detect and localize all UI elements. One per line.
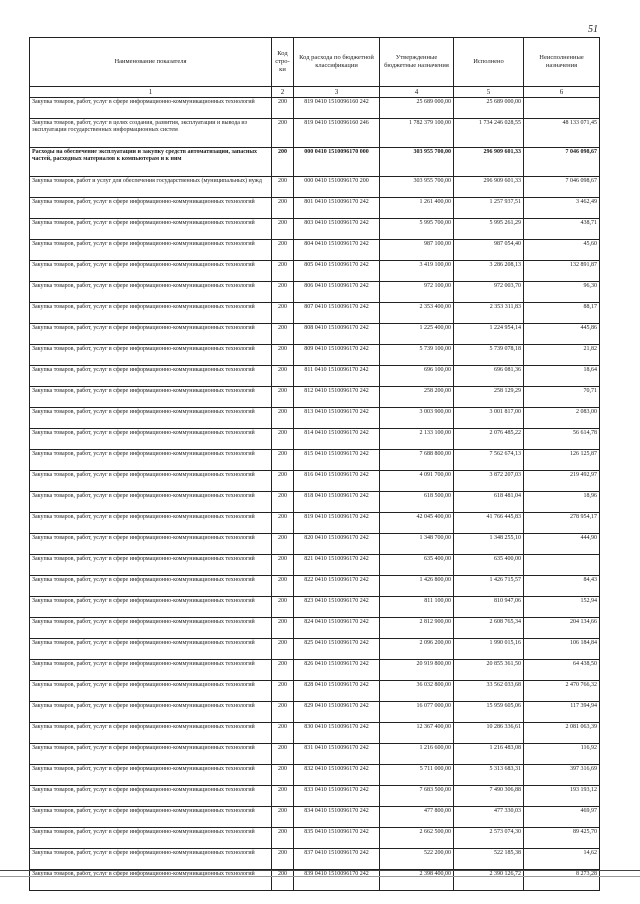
row-approved-cell: 1 348 700,00: [380, 534, 454, 555]
row-approved-cell: 2 662 500,00: [380, 828, 454, 849]
row-code-cell: 200: [272, 534, 294, 555]
row-unexecuted-cell: 2 470 766,32: [524, 681, 600, 702]
row-code-cell: 200: [272, 849, 294, 870]
row-approved-cell: 5 995 700,00: [380, 219, 454, 240]
row-kbk-cell: 807 0410 1510096170 242: [294, 303, 380, 324]
table-row: [30, 119, 600, 148]
table-row: [30, 534, 600, 555]
row-executed-cell: 7 490 306,88: [454, 786, 524, 807]
row-unexecuted-cell: 116,92: [524, 744, 600, 765]
table-row: [30, 408, 600, 429]
row-name-cell: Расходы на обеспечение эксплуатации и закупку средств автоматизации, запасных частей, расходных материалов к компьютерам и к ним: [30, 148, 272, 177]
table-row: [30, 148, 600, 177]
row-code-cell: 200: [272, 471, 294, 492]
row-executed-cell: 696 081,36: [454, 366, 524, 387]
row-unexecuted-cell: 64 438,50: [524, 660, 600, 681]
row-kbk-cell: 819 0410 1510096170 242: [294, 513, 380, 534]
row-name-cell: Закупка товаров, работ, услуг в сфере информационно-коммуникационных технологий: [30, 786, 272, 807]
row-name-cell: Закупка товаров, работ, услуг в сфере информационно-коммуникационных технологий: [30, 219, 272, 240]
table-row: [30, 870, 600, 891]
row-name-cell: Закупка товаров, работ, услуг в сфере информационно-коммуникационных технологий: [30, 471, 272, 492]
row-approved-cell: 12 367 400,00: [380, 723, 454, 744]
row-approved-cell: 1 261 400,00: [380, 198, 454, 219]
row-approved-cell: 2 133 100,00: [380, 429, 454, 450]
row-unexecuted-cell: 126 125,87: [524, 450, 600, 471]
row-code-cell: 200: [272, 828, 294, 849]
row-code-cell: 200: [272, 198, 294, 219]
row-kbk-cell: 811 0410 1510096170 242: [294, 366, 380, 387]
row-unexecuted-cell: 444,90: [524, 534, 600, 555]
row-approved-cell: 811 100,00: [380, 597, 454, 618]
row-unexecuted-cell: 89 425,70: [524, 828, 600, 849]
table-row: [30, 513, 600, 534]
row-executed-cell: 1 734 246 028,55: [454, 119, 524, 148]
table-row: [30, 240, 600, 261]
row-executed-cell: 1 990 015,16: [454, 639, 524, 660]
row-code-cell: 200: [272, 303, 294, 324]
row-executed-cell: 3 001 817,00: [454, 408, 524, 429]
row-code-cell: 200: [272, 177, 294, 198]
row-name-cell: Закупка товаров, работ, услуг в сфере информационно-коммуникационных технологий: [30, 429, 272, 450]
column-number: 6: [524, 87, 600, 98]
table-row: [30, 597, 600, 618]
row-kbk-cell: 830 0410 1510096170 242: [294, 723, 380, 744]
row-name-cell: Закупка товаров, работ, услуг в сфере информационно-коммуникационных технологий: [30, 618, 272, 639]
row-code-cell: 200: [272, 429, 294, 450]
row-code-cell: 200: [272, 148, 294, 177]
row-executed-cell: 2 390 126,72: [454, 870, 524, 891]
row-executed-cell: 2 076 485,22: [454, 429, 524, 450]
row-approved-cell: 36 032 800,00: [380, 681, 454, 702]
row-kbk-cell: 826 0410 1510096170 242: [294, 660, 380, 681]
row-kbk-cell: 805 0410 1510096170 242: [294, 261, 380, 282]
row-unexecuted-cell: 18,64: [524, 366, 600, 387]
row-code-cell: 200: [272, 576, 294, 597]
row-unexecuted-cell: [524, 98, 600, 119]
row-code-cell: 200: [272, 345, 294, 366]
row-approved-cell: 5 711 000,00: [380, 765, 454, 786]
row-kbk-cell: 804 0410 1510096170 242: [294, 240, 380, 261]
row-unexecuted-cell: 45,60: [524, 240, 600, 261]
row-approved-cell: 25 689 000,00: [380, 98, 454, 119]
row-executed-cell: 10 286 336,61: [454, 723, 524, 744]
row-executed-cell: 635 400,00: [454, 555, 524, 576]
row-approved-cell: 2 353 400,00: [380, 303, 454, 324]
table-row: [30, 324, 600, 345]
row-kbk-cell: 829 0410 1510096170 242: [294, 702, 380, 723]
header-executed: Исполнено: [454, 38, 524, 87]
row-kbk-cell: 839 0410 1510096170 242: [294, 870, 380, 891]
row-code-cell: 200: [272, 513, 294, 534]
row-kbk-cell: 818 0410 1510096170 242: [294, 492, 380, 513]
row-unexecuted-cell: 117 394,94: [524, 702, 600, 723]
page-number: 51: [588, 24, 598, 35]
row-executed-cell: 1 224 954,14: [454, 324, 524, 345]
row-approved-cell: 522 200,00: [380, 849, 454, 870]
row-code-cell: 200: [272, 282, 294, 303]
row-unexecuted-cell: 48 133 071,45: [524, 119, 600, 148]
row-name-cell: Закупка товаров, работ, услуг в сфере информационно-коммуникационных технологий: [30, 345, 272, 366]
table-body: [30, 98, 600, 891]
row-code-cell: 200: [272, 366, 294, 387]
row-kbk-cell: 819 0410 1510096160 246: [294, 119, 380, 148]
row-unexecuted-cell: 84,43: [524, 576, 600, 597]
row-approved-cell: 1 225 400,00: [380, 324, 454, 345]
table-row: [30, 387, 600, 408]
row-name-cell: Закупка товаров, работ, услуг в сфере информационно-коммуникационных технологий: [30, 198, 272, 219]
header-approved: Утвержденные бюджетные назначения: [380, 38, 454, 87]
row-kbk-cell: 824 0410 1510096170 242: [294, 618, 380, 639]
table-row: [30, 618, 600, 639]
row-executed-cell: 5 995 261,29: [454, 219, 524, 240]
row-unexecuted-cell: 8 273,28: [524, 870, 600, 891]
row-name-cell: Закупка товаров, работ, услуг в сфере информационно-коммуникационных технологий: [30, 450, 272, 471]
row-executed-cell: 1 257 937,51: [454, 198, 524, 219]
row-unexecuted-cell: 469,97: [524, 807, 600, 828]
row-unexecuted-cell: 438,71: [524, 219, 600, 240]
row-name-cell: Закупка товаров, работ, услуг в сфере информационно-коммуникационных технологий: [30, 240, 272, 261]
row-unexecuted-cell: 2 083,00: [524, 408, 600, 429]
row-executed-cell: 296 909 601,33: [454, 177, 524, 198]
row-kbk-cell: 831 0410 1510096170 242: [294, 744, 380, 765]
row-name-cell: Закупка товаров, работ, услуг в сфере информационно-коммуникационных технологий: [30, 597, 272, 618]
row-unexecuted-cell: 7 046 098,67: [524, 177, 600, 198]
table-row: [30, 681, 600, 702]
row-code-cell: 200: [272, 639, 294, 660]
row-kbk-cell: 819 0410 1510096160 242: [294, 98, 380, 119]
row-approved-cell: 696 100,00: [380, 366, 454, 387]
row-kbk-cell: 816 0410 1510096170 242: [294, 471, 380, 492]
row-kbk-cell: 834 0410 1510096170 242: [294, 807, 380, 828]
row-unexecuted-cell: [524, 555, 600, 576]
row-approved-cell: 972 100,00: [380, 282, 454, 303]
row-name-cell: Закупка товаров, работ, услуг в сфере информационно-коммуникационных технологий: [30, 744, 272, 765]
row-name-cell: Закупка товаров, работ, услуг в сфере информационно-коммуникационных технологий: [30, 534, 272, 555]
row-unexecuted-cell: 204 134,66: [524, 618, 600, 639]
header-kbk: Код расхода по бюджетной классификации: [294, 38, 380, 87]
table-row: [30, 303, 600, 324]
row-name-cell: Закупка товаров, работ, услуг в сфере информационно-коммуникационных технологий: [30, 639, 272, 660]
row-unexecuted-cell: 88,17: [524, 303, 600, 324]
row-executed-cell: 2 608 765,34: [454, 618, 524, 639]
table-row: [30, 702, 600, 723]
row-executed-cell: 5 739 078,18: [454, 345, 524, 366]
row-approved-cell: 7 688 800,00: [380, 450, 454, 471]
table-row: [30, 282, 600, 303]
row-code-cell: 200: [272, 119, 294, 148]
row-executed-cell: 810 947,06: [454, 597, 524, 618]
row-approved-cell: 16 077 000,00: [380, 702, 454, 723]
row-name-cell: Закупка товаров, работ, услуг в сфере информационно-коммуникационных технологий: [30, 660, 272, 681]
row-unexecuted-cell: 445,86: [524, 324, 600, 345]
table-row: [30, 786, 600, 807]
row-executed-cell: 7 562 674,13: [454, 450, 524, 471]
table-row: [30, 807, 600, 828]
row-code-cell: 200: [272, 807, 294, 828]
row-executed-cell: 33 562 033,68: [454, 681, 524, 702]
row-executed-cell: 477 330,03: [454, 807, 524, 828]
table-row: [30, 450, 600, 471]
row-executed-cell: 20 855 361,50: [454, 660, 524, 681]
row-kbk-cell: 000 0410 1510096170 000: [294, 148, 380, 177]
row-approved-cell: 3 419 100,00: [380, 261, 454, 282]
table-row: [30, 471, 600, 492]
row-executed-cell: 1 348 255,10: [454, 534, 524, 555]
row-name-cell: Закупка товаров, работ, услуг в сфере информационно-коммуникационных технологий: [30, 513, 272, 534]
row-name-cell: Закупка товаров, работ, услуг в сфере информационно-коммуникационных технологий: [30, 324, 272, 345]
row-code-cell: 200: [272, 786, 294, 807]
table-row: [30, 198, 600, 219]
row-unexecuted-cell: 7 046 098,67: [524, 148, 600, 177]
row-code-cell: 200: [272, 219, 294, 240]
row-kbk-cell: 823 0410 1510096170 242: [294, 597, 380, 618]
footer-divider: [0, 870, 640, 871]
row-unexecuted-cell: 96,30: [524, 282, 600, 303]
row-executed-cell: 2 353 311,83: [454, 303, 524, 324]
row-unexecuted-cell: 278 954,17: [524, 513, 600, 534]
table-row: [30, 219, 600, 240]
table-row: [30, 744, 600, 765]
row-approved-cell: 635 400,00: [380, 555, 454, 576]
row-approved-cell: 5 739 100,00: [380, 345, 454, 366]
row-code-cell: 200: [272, 765, 294, 786]
row-name-cell: Закупка товаров, работ, услуг в сфере информационно-коммуникационных технологий: [30, 282, 272, 303]
row-code-cell: 200: [272, 723, 294, 744]
row-kbk-cell: 808 0410 1510096170 242: [294, 324, 380, 345]
table-row: [30, 177, 600, 198]
row-kbk-cell: 820 0410 1510096170 242: [294, 534, 380, 555]
row-unexecuted-cell: 70,71: [524, 387, 600, 408]
row-executed-cell: 522 185,38: [454, 849, 524, 870]
column-number: 4: [380, 87, 454, 98]
row-executed-cell: 3 286 208,13: [454, 261, 524, 282]
row-kbk-cell: 825 0410 1510096170 242: [294, 639, 380, 660]
table-row: [30, 366, 600, 387]
header-code: Код стро-ки: [272, 38, 294, 87]
row-unexecuted-cell: 3 462,49: [524, 198, 600, 219]
row-executed-cell: 258 129,29: [454, 387, 524, 408]
row-executed-cell: 972 003,70: [454, 282, 524, 303]
column-number: 2: [272, 87, 294, 98]
row-approved-cell: 2 398 400,00: [380, 870, 454, 891]
row-executed-cell: 1 426 715,57: [454, 576, 524, 597]
row-code-cell: 200: [272, 98, 294, 119]
row-kbk-cell: 801 0410 1510096170 242: [294, 198, 380, 219]
row-code-cell: 200: [272, 660, 294, 681]
column-number: 1: [30, 87, 272, 98]
table-row: [30, 555, 600, 576]
row-kbk-cell: 837 0410 1510096170 242: [294, 849, 380, 870]
row-approved-cell: 42 045 400,00: [380, 513, 454, 534]
row-name-cell: Закупка товаров, работ, услуг в сфере информационно-коммуникационных технологий: [30, 261, 272, 282]
row-approved-cell: 303 955 700,00: [380, 177, 454, 198]
table-row: [30, 849, 600, 870]
row-name-cell: Закупка товаров, работ, услуг в сфере информационно-коммуникационных технологий: [30, 702, 272, 723]
row-code-cell: 200: [272, 618, 294, 639]
row-unexecuted-cell: 152,94: [524, 597, 600, 618]
row-unexecuted-cell: 14,62: [524, 849, 600, 870]
row-name-cell: Закупка товаров, работ, услуг в сфере информационно-коммуникационных технологий: [30, 870, 272, 891]
row-code-cell: 200: [272, 744, 294, 765]
row-kbk-cell: 822 0410 1510096170 242: [294, 576, 380, 597]
row-name-cell: Закупка товаров, работ, услуг в сфере информационно-коммуникационных технологий: [30, 98, 272, 119]
table-row: [30, 765, 600, 786]
table-row: [30, 492, 600, 513]
row-code-cell: 200: [272, 240, 294, 261]
row-approved-cell: 1 782 379 100,00: [380, 119, 454, 148]
row-name-cell: Закупка товаров, работ, услуг в сфере информационно-коммуникационных технологий: [30, 408, 272, 429]
row-approved-cell: 3 003 900,00: [380, 408, 454, 429]
row-name-cell: Закупка товаров, работ, услуг в сфере информационно-коммуникационных технологий: [30, 765, 272, 786]
row-code-cell: 200: [272, 450, 294, 471]
table-row: [30, 429, 600, 450]
row-kbk-cell: 835 0410 1510096170 242: [294, 828, 380, 849]
row-name-cell: Закупка товаров, работ, услуг в сфере информационно-коммуникационных технологий: [30, 681, 272, 702]
row-executed-cell: 2 573 074,30: [454, 828, 524, 849]
row-code-cell: 200: [272, 324, 294, 345]
row-code-cell: 200: [272, 681, 294, 702]
row-approved-cell: 2 812 900,00: [380, 618, 454, 639]
row-name-cell: Закупка товаров, работ, услуг в сфере информационно-коммуникационных технологий: [30, 303, 272, 324]
row-kbk-cell: 821 0410 1510096170 242: [294, 555, 380, 576]
row-name-cell: Закупка товаров, работ, услуг в сфере информационно-коммуникационных технологий: [30, 828, 272, 849]
row-kbk-cell: 803 0410 1510096170 242: [294, 219, 380, 240]
row-approved-cell: 258 200,00: [380, 387, 454, 408]
row-kbk-cell: 809 0410 1510096170 242: [294, 345, 380, 366]
row-code-cell: 200: [272, 492, 294, 513]
row-name-cell: Закупка товаров, работ и услуг для обеспечения государственных (муниципальных) нужд: [30, 177, 272, 198]
footer-divider: [0, 876, 640, 877]
row-kbk-cell: 833 0410 1510096170 242: [294, 786, 380, 807]
header-row: [30, 38, 600, 87]
row-name-cell: Закупка товаров, работ, услуг в сфере информационно-коммуникационных технологий: [30, 387, 272, 408]
row-code-cell: 200: [272, 387, 294, 408]
row-executed-cell: 296 909 601,33: [454, 148, 524, 177]
row-kbk-cell: 832 0410 1510096170 242: [294, 765, 380, 786]
row-name-cell: Закупка товаров, работ, услуг в сфере информационно-коммуникационных технологий: [30, 576, 272, 597]
table-row: [30, 828, 600, 849]
row-kbk-cell: 812 0410 1510096170 242: [294, 387, 380, 408]
table-row: [30, 660, 600, 681]
row-name-cell: Закупка товаров, работ, услуг в сфере информационно-коммуникационных технологий: [30, 366, 272, 387]
row-approved-cell: 987 100,00: [380, 240, 454, 261]
row-approved-cell: 1 426 800,00: [380, 576, 454, 597]
row-code-cell: 200: [272, 597, 294, 618]
row-executed-cell: 5 313 683,31: [454, 765, 524, 786]
row-executed-cell: 41 766 445,83: [454, 513, 524, 534]
row-unexecuted-cell: 397 316,69: [524, 765, 600, 786]
row-kbk-cell: 806 0410 1510096170 242: [294, 282, 380, 303]
row-kbk-cell: 000 0410 1510096170 200: [294, 177, 380, 198]
column-numbers-row: [30, 87, 600, 98]
column-number: 5: [454, 87, 524, 98]
row-name-cell: Закупка товаров, работ, услуг в сфере информационно-коммуникационных технологий: [30, 849, 272, 870]
table-row: [30, 639, 600, 660]
table-row: [30, 723, 600, 744]
row-kbk-cell: 814 0410 1510096170 242: [294, 429, 380, 450]
row-executed-cell: 3 872 207,03: [454, 471, 524, 492]
row-executed-cell: 987 054,40: [454, 240, 524, 261]
row-name-cell: Закупка товаров, работ, услуг в целях создания, развития, эксплуатации и вывода из эксплуатации государственных информационных систем: [30, 119, 272, 148]
table-row: [30, 576, 600, 597]
row-kbk-cell: 828 0410 1510096170 242: [294, 681, 380, 702]
table-row: [30, 345, 600, 366]
row-unexecuted-cell: 21,82: [524, 345, 600, 366]
row-code-cell: 200: [272, 261, 294, 282]
row-unexecuted-cell: 106 184,84: [524, 639, 600, 660]
row-name-cell: Закупка товаров, работ, услуг в сфере информационно-коммуникационных технологий: [30, 555, 272, 576]
row-executed-cell: 1 216 483,08: [454, 744, 524, 765]
row-code-cell: 200: [272, 702, 294, 723]
row-approved-cell: 1 216 600,00: [380, 744, 454, 765]
row-executed-cell: 618 481,04: [454, 492, 524, 513]
row-unexecuted-cell: 193 193,12: [524, 786, 600, 807]
row-approved-cell: 618 500,00: [380, 492, 454, 513]
row-name-cell: Закупка товаров, работ, услуг в сфере информационно-коммуникационных технологий: [30, 492, 272, 513]
header-name: Наименование показателя: [30, 38, 272, 87]
table-row: [30, 261, 600, 282]
row-approved-cell: 303 955 700,00: [380, 148, 454, 177]
row-approved-cell: 20 919 800,00: [380, 660, 454, 681]
column-number: 3: [294, 87, 380, 98]
row-executed-cell: 15 959 605,06: [454, 702, 524, 723]
row-approved-cell: 4 091 700,00: [380, 471, 454, 492]
table-row: [30, 98, 600, 119]
header-unexecuted: Неисполненные назначения: [524, 38, 600, 87]
row-approved-cell: 2 096 200,00: [380, 639, 454, 660]
row-code-cell: 200: [272, 408, 294, 429]
row-unexecuted-cell: 219 492,97: [524, 471, 600, 492]
row-code-cell: 200: [272, 870, 294, 891]
budget-execution-table: [29, 37, 600, 891]
row-approved-cell: 477 800,00: [380, 807, 454, 828]
row-name-cell: Закупка товаров, работ, услуг в сфере информационно-коммуникационных технологий: [30, 723, 272, 744]
row-executed-cell: 25 689 000,00: [454, 98, 524, 119]
row-name-cell: Закупка товаров, работ, услуг в сфере информационно-коммуникационных технологий: [30, 807, 272, 828]
row-kbk-cell: 815 0410 1510096170 242: [294, 450, 380, 471]
row-unexecuted-cell: 18,96: [524, 492, 600, 513]
row-unexecuted-cell: 132 891,87: [524, 261, 600, 282]
row-approved-cell: 7 683 500,00: [380, 786, 454, 807]
row-kbk-cell: 813 0410 1510096170 242: [294, 408, 380, 429]
row-unexecuted-cell: 56 614,78: [524, 429, 600, 450]
row-unexecuted-cell: 2 081 063,39: [524, 723, 600, 744]
row-code-cell: 200: [272, 555, 294, 576]
